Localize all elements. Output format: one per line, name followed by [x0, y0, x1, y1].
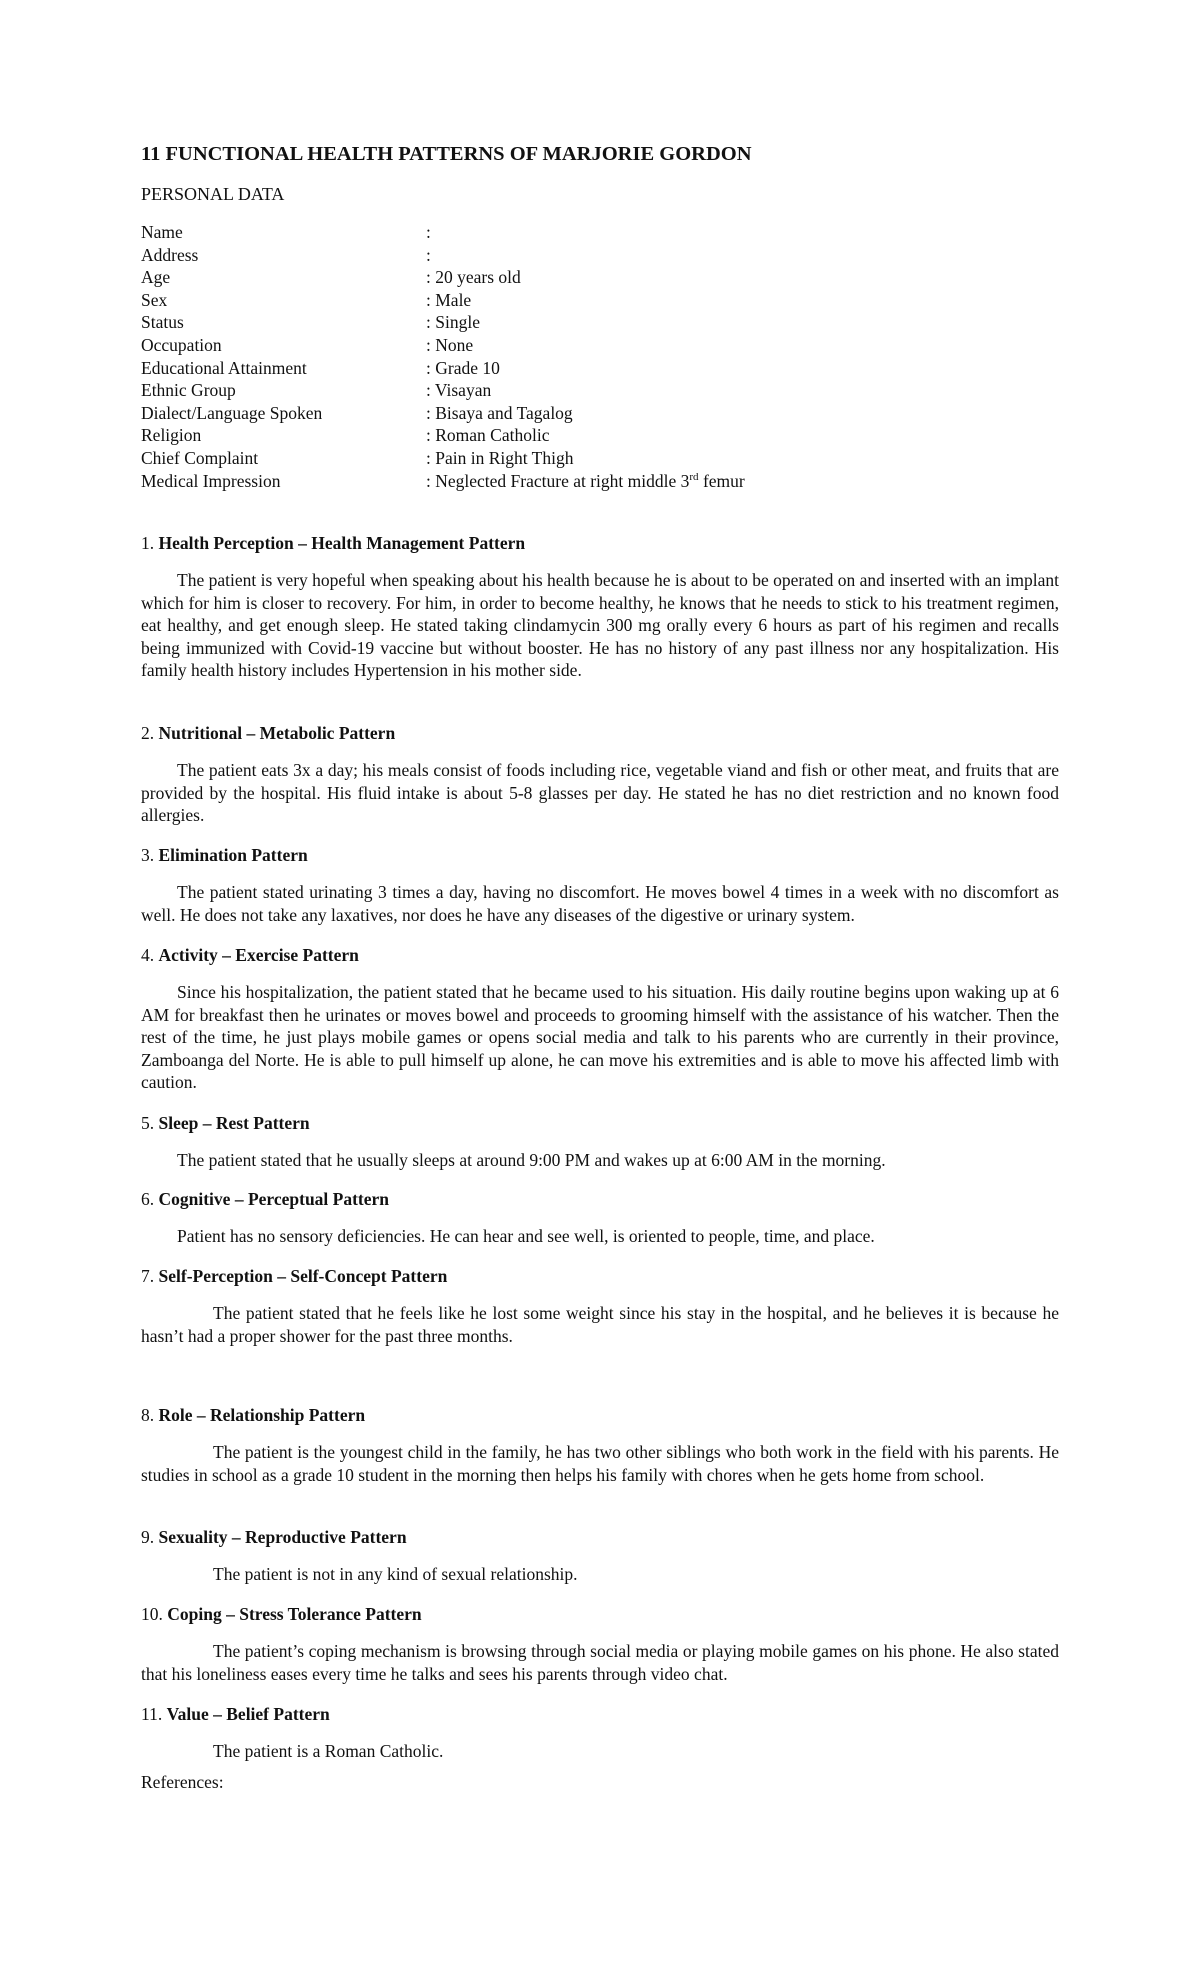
section-body: The patient eats 3x a day; his meals consist of foods including rice, vegetable viand and fish or other meat, and fruits that are provided by the hospital. His fluid intake is about 5-8 glasses per day. He stated he has no diet restriction and no known food allergies.	[141, 760, 1059, 826]
section-body: Since his hospitalization, the patient stated that he became used to his situation. His daily routine begins upon waking up at 6 AM for breakfast then he urinates or moves bowel and proceeds to grooming himself with the assistance of his watcher. Then the rest of the time, he just plays mobile games or opens social media and talk to his parents who are currently in their province, Zamboanga del Norte. He is able to pull himself up alone, he can move his extremities and is able to move his affected limb with caution.	[141, 982, 1059, 1093]
field-value	[426, 470, 745, 493]
section-title: Role – Relationship Pattern	[158, 1405, 366, 1425]
field-value-text: : Neglected Fracture at right middle 3	[426, 470, 690, 491]
section-body: The patient is not in any kind of sexual relationship.	[213, 1564, 578, 1584]
section-activity-exercise	[141, 944, 1059, 1094]
section-number: 10.	[141, 1604, 163, 1624]
personal-data-row	[141, 470, 1059, 493]
section-heading	[141, 1112, 1059, 1134]
section-title: Cognitive – Perceptual Pattern	[158, 1189, 390, 1209]
section-heading	[141, 944, 1059, 966]
field-label: Address	[141, 244, 199, 265]
section-title: Sexuality – Reproductive Pattern	[158, 1527, 407, 1547]
section-elimination	[141, 844, 1059, 926]
section-number: 5.	[141, 1113, 155, 1133]
section-value-belief	[141, 1703, 1059, 1763]
section-number: 2.	[141, 723, 155, 743]
field-value: :	[426, 222, 431, 242]
field-value: : None	[426, 334, 474, 355]
personal-data-row	[141, 244, 1059, 267]
field-label: Name	[141, 222, 183, 242]
section-number: 6.	[141, 1189, 155, 1209]
personal-data-table	[141, 221, 1059, 492]
section-title: Sleep – Rest Pattern	[158, 1113, 310, 1133]
section-title: Elimination Pattern	[158, 845, 308, 865]
field-value: : Roman Catholic	[426, 425, 550, 446]
section-body: The patient is very hopeful when speaking about his health because he is about to be operated on and inserted with an implant which for him is closer to recovery. For him, in order to become healthy, he knows that he needs to stick to his treatment regimen, eat healthy, and get enough sleep. He stated taking clindamycin 300 mg orally every 6 hours as part of his regimen and recalls being immunized with Covid-19 vaccine but without booster. He has no history of any past illness nor any hospitalization. His family health history includes Hypertension in his mother side.	[141, 570, 1059, 681]
section-number: 3.	[141, 845, 155, 865]
section-title: Activity – Exercise Pattern	[158, 945, 359, 965]
field-label: Status	[141, 312, 184, 333]
personal-data-row	[141, 266, 1059, 289]
section-body: The patient stated that he usually sleeps at around 9:00 PM and wakes up at 6:00 AM in the morning.	[177, 1150, 886, 1170]
personal-data-row	[141, 221, 1059, 244]
section-title: Self-Perception – Self-Concept Pattern	[158, 1266, 448, 1286]
personal-data-row	[141, 447, 1059, 470]
section-body: The patient is a Roman Catholic.	[213, 1741, 444, 1761]
personal-data-row	[141, 357, 1059, 380]
field-value: : Male	[426, 289, 472, 310]
section-heading	[141, 1603, 1059, 1625]
references-label: References:	[141, 1772, 224, 1792]
personal-data-row	[141, 424, 1059, 447]
personal-data-heading: PERSONAL DATA	[141, 184, 285, 204]
personal-data-row	[141, 402, 1059, 425]
section-heading	[141, 844, 1059, 866]
section-heading	[141, 1404, 1059, 1426]
field-label: Chief Complaint	[141, 447, 259, 468]
section-heading	[141, 1526, 1059, 1548]
section-title: Health Perception – Health Management Pattern	[158, 533, 526, 553]
personal-data-row	[141, 289, 1059, 312]
section-number: 4.	[141, 945, 155, 965]
section-health-perception	[141, 532, 1059, 682]
section-body: The patient stated that he feels like he lost some weight since his stay in the hospital, and he believes it is because he hasn’t had a proper shower for the past three months.	[141, 1303, 1059, 1346]
section-number: 7.	[141, 1266, 155, 1286]
field-label: Medical Impression	[141, 470, 281, 491]
field-label: Religion	[141, 425, 202, 446]
field-value-text-after: femur	[698, 470, 745, 491]
section-self-perception	[141, 1265, 1059, 1347]
section-nutritional-metabolic	[141, 722, 1059, 827]
field-label: Dialect/Language Spoken	[141, 402, 323, 423]
field-label: Educational Attainment	[141, 357, 307, 378]
section-title: Value – Belief Pattern	[166, 1704, 330, 1724]
field-value: : 20 years old	[426, 267, 521, 288]
section-body: The patient stated urinating 3 times a day, having no discomfort. He moves bowel 4 times in a week with no discomfort as well. He does not take any laxatives, nor does he have any diseases of the digestive or urinary system.	[141, 882, 1059, 925]
field-label: Age	[141, 267, 171, 288]
field-value: : Pain in Right Thigh	[426, 447, 574, 468]
field-value: : Bisaya and Tagalog	[426, 402, 573, 423]
ordinal-suffix: rd	[689, 470, 699, 483]
field-label: Ethnic Group	[141, 380, 236, 401]
section-number: 8.	[141, 1405, 155, 1425]
section-heading	[141, 722, 1059, 744]
field-value: : Single	[426, 312, 480, 333]
section-sexuality-reproductive	[141, 1526, 1059, 1586]
section-heading	[141, 1703, 1059, 1725]
section-title: Coping – Stress Tolerance Pattern	[167, 1604, 422, 1624]
section-heading	[141, 532, 1059, 554]
section-coping-stress	[141, 1603, 1059, 1685]
field-value: : Visayan	[426, 380, 492, 401]
field-label: Occupation	[141, 334, 222, 355]
section-number: 9.	[141, 1527, 155, 1547]
section-number: 11.	[141, 1704, 163, 1724]
section-sleep-rest	[141, 1112, 1059, 1172]
section-body: The patient is the youngest child in the family, he has two other siblings who both work in the field with his parents. He studies in school as a grade 10 student in the morning then helps his family with chores when he gets home from school.	[141, 1442, 1059, 1485]
section-number: 1.	[141, 533, 155, 553]
section-body: The patient’s coping mechanism is browsing through social media or playing mobile games on his phone. He also stated that his loneliness eases every time he talks and sees his parents through video chat.	[141, 1641, 1059, 1684]
personal-data-row	[141, 311, 1059, 334]
personal-data-row	[141, 379, 1059, 402]
section-cognitive-perceptual	[141, 1188, 1059, 1248]
section-title: Nutritional – Metabolic Pattern	[158, 723, 396, 743]
document-title: 11 FUNCTIONAL HEALTH PATTERNS OF MARJORIE GORDON	[141, 143, 752, 165]
section-body: Patient has no sensory deficiencies. He can hear and see well, is oriented to people, time, and place.	[177, 1226, 875, 1246]
section-heading	[141, 1265, 1059, 1287]
personal-data-row	[141, 334, 1059, 357]
section-heading	[141, 1188, 1059, 1210]
section-role-relationship	[141, 1404, 1059, 1486]
field-value: :	[426, 244, 431, 265]
field-value: : Grade 10	[426, 357, 500, 378]
field-label: Sex	[141, 289, 168, 310]
